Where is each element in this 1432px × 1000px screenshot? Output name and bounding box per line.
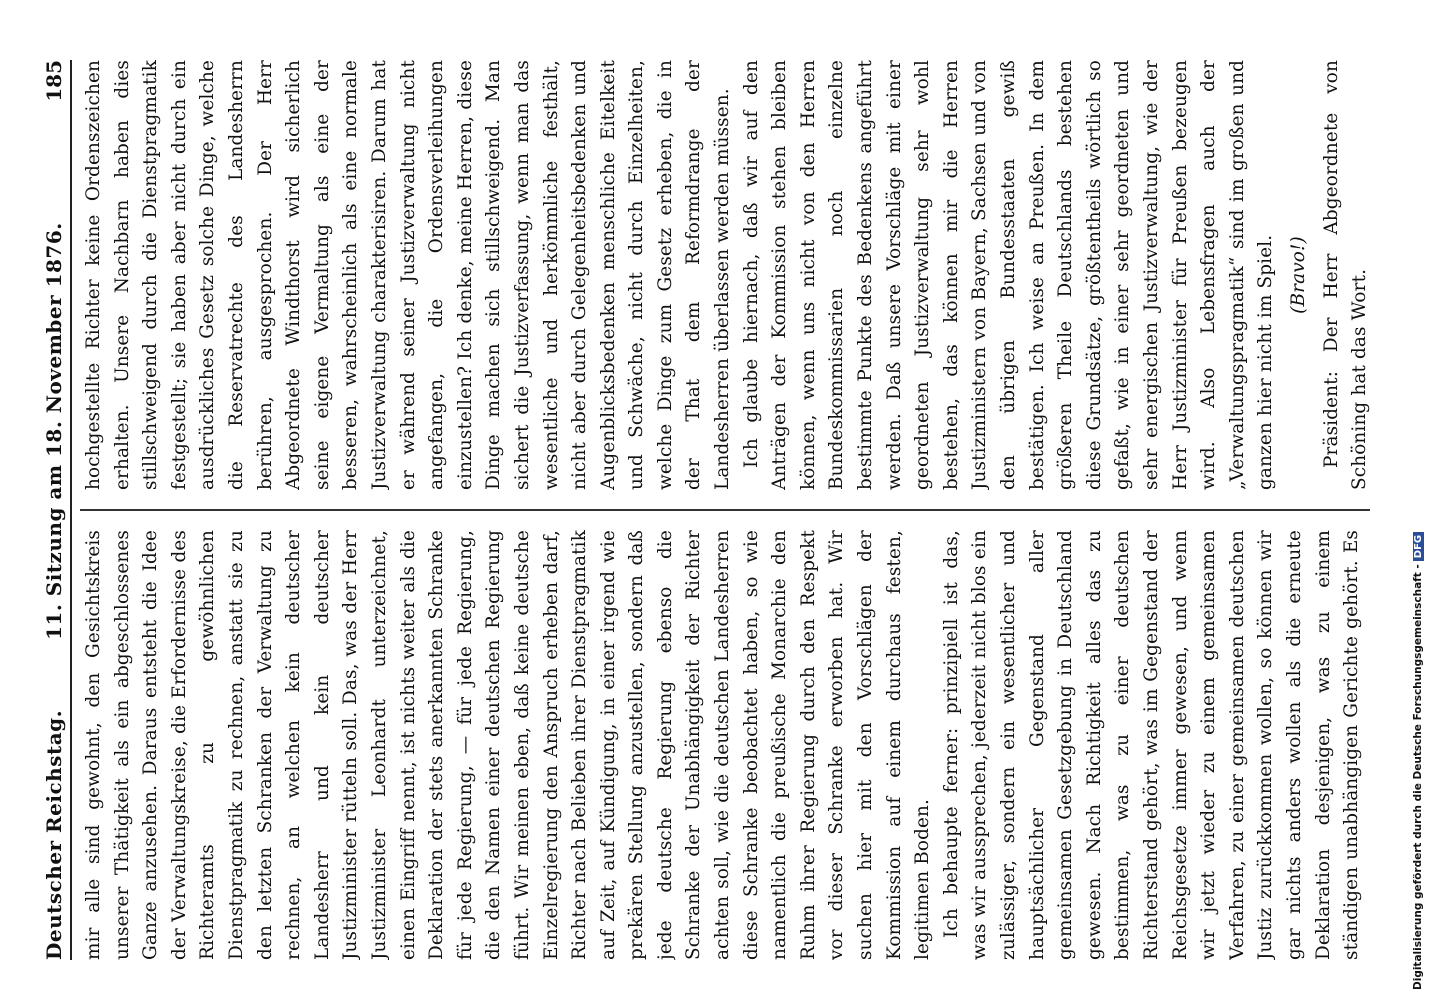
left-column: [80, 530, 1370, 960]
text-columns: [80, 60, 1370, 960]
header-session: 11. Sitzung am 18. November 1876.: [42, 222, 66, 640]
paragraph: hochgestellte Richter keine Ordenszeichen erhalten. Unsere Nachbarn haben dies stillschweigend durch die Dienstpragmatik festgestellt; sie haben aber nicht durch ein ausdrückliches Gesetz solche Dinge, welche die Reservatrechte des Landesherrn berühren, ausgesprochen. Der Herr Abgeordnete Windthorst wird sicherlich seine eigene Vermaltung als eine der besseren, wahrscheinlich als eine normale Justizverwaltung charakterisiren. Darum hat er während seiner Justizverwaltung nicht angefangen, die Ordensverleihungen einzustellen? Ich denke, meine Herren, diese Dinge machen sich stillschweigend. Man sichert die Justizverfassung, wenn man das wesentliche und herkömmliche festhält, nicht aber durch Gelegenheitsbedenken und Augenblicksbedenken menschliche Eitelkeit und Schwäche, nicht durch Einzelheiten, welche Dinge zum Gesetz erheben, die in der That dem Reformdrange der Landesherren überlassen werden müssen.: [83, 60, 734, 490]
header-publication: Deutscher Reichstag.: [42, 709, 66, 960]
paragraph: (Bravo!): [1287, 236, 1309, 314]
digitization-credit: [1412, 90, 1430, 990]
dfg-logo: DFG: [1413, 532, 1424, 561]
credit-text: Digitalisierung gefördert durch die Deutsche Forschungsgemeinschaft -: [1412, 564, 1424, 990]
paragraph: mir alle sind gewohnt, den Gesichtskreis unserer Thätigkeit als ein abgeschlossenes Ganze anzusehen. Daraus entsteht die Idee der Verwaltungskreise, die Erfordernisse des Richteramts zu gewöhnlichen Dienstpragmatik zu rechnen, anstatt sie zu den letzten Schranken der Verwaltung zu rechnen, an welchen kein deutscher Landesherr und kein deutscher Justizminister rütteln soll. Das, was der Herr Justizminister Leonhardt unterzeichnet, einen Eingriff nennt, ist nichts weiter als die Deklaration der stets anerkannten Schranke für jede Regierung, — für jede Regierung, die den Namen einer deutschen Regierung führt. Wir meinen eben, daß keine deutsche Einzelregierung den Anspruch erheben darf, Richter nach Belieben ihrer Dienstpragmatik auf Zeit, auf Kündigung, in einer irgend wie prekären Stellung anzustellen, sondern daß jede deutsche Regierung ebenso die Schranke der Unabhängigkeit der Richter achten soll, wie die deutschen Landesherren diese Schranke beobachtet haben, so wie namentlich die preußische Monarchie den Ruhm ihrer Regierung durch den Respekt vor dieser Schranke erworben hat. Wir suchen hier mit den Vorschlägen der Kommission auf einem durchaus festen, legitimen Boden.: [83, 530, 934, 960]
rotated-page: [20, 30, 1390, 990]
right-column: [80, 60, 1370, 490]
paragraph: Ich behaupte ferner: prinzipiell ist das, was wir aussprechen, jederzeit nicht blos ein zulässiger, sondern ein wesentlicher und hauptsächlicher Gegenstand aller gemeinsamen Gesetzgebung in Deutschland gewesen. Nach Richtigkeit alles das zu bestimmen, was zu einer deutschen Richterstand gehört, was im Gegenstand der Reichsgesetze immer gewesen, und wenn wir jetzt wieder zu einem gemeinsamen Verfahren, zu einer gemeinsamen deutschen Justiz zurückkommen wollen, so können wir gar nichts anders wollen als die erneute Deklaration desjenigen, was zu einem ständigen unabhängigen Gerichte gehört. Es: [940, 530, 1363, 960]
column-rule: [80, 509, 1370, 511]
paragraph: Präsident: Der Herr Abgeordnete von Schöning hat das Wort.: [1320, 60, 1370, 490]
page-number: 185: [42, 60, 66, 102]
paragraph: Ich glaube hiernach, daß wir auf den Anträgen der Kommission stehen bleiben können, wenn uns nicht von den Herren Bundeskommissarien noch einzelne bestimmte Punkte des Bedenkens angeführt werden. Daß unsere Vorschläge mit einer geordneten Justizverwaltung sehr wohl bestehen, das können mir die Herren Justizministern von Bayern, Sachsen und von den übrigen Bundesstaaten gewiß bestätigen. Ich weise an Preußen. In dem größeren Theile Deutschlands bestehen diese Grundsätze, größtentheils wörtlich so gefaßt, wie in einer sehr geordneten und sehr energischen Justizverwaltung, wie der Herr Justizminister für Preußen bezeugen wird. Also Lebensfragen auch der „Verwaltungspragmatik“ sind im großen und ganzen hier nicht im Spiel.: [740, 60, 1277, 490]
page-header: [34, 60, 72, 960]
